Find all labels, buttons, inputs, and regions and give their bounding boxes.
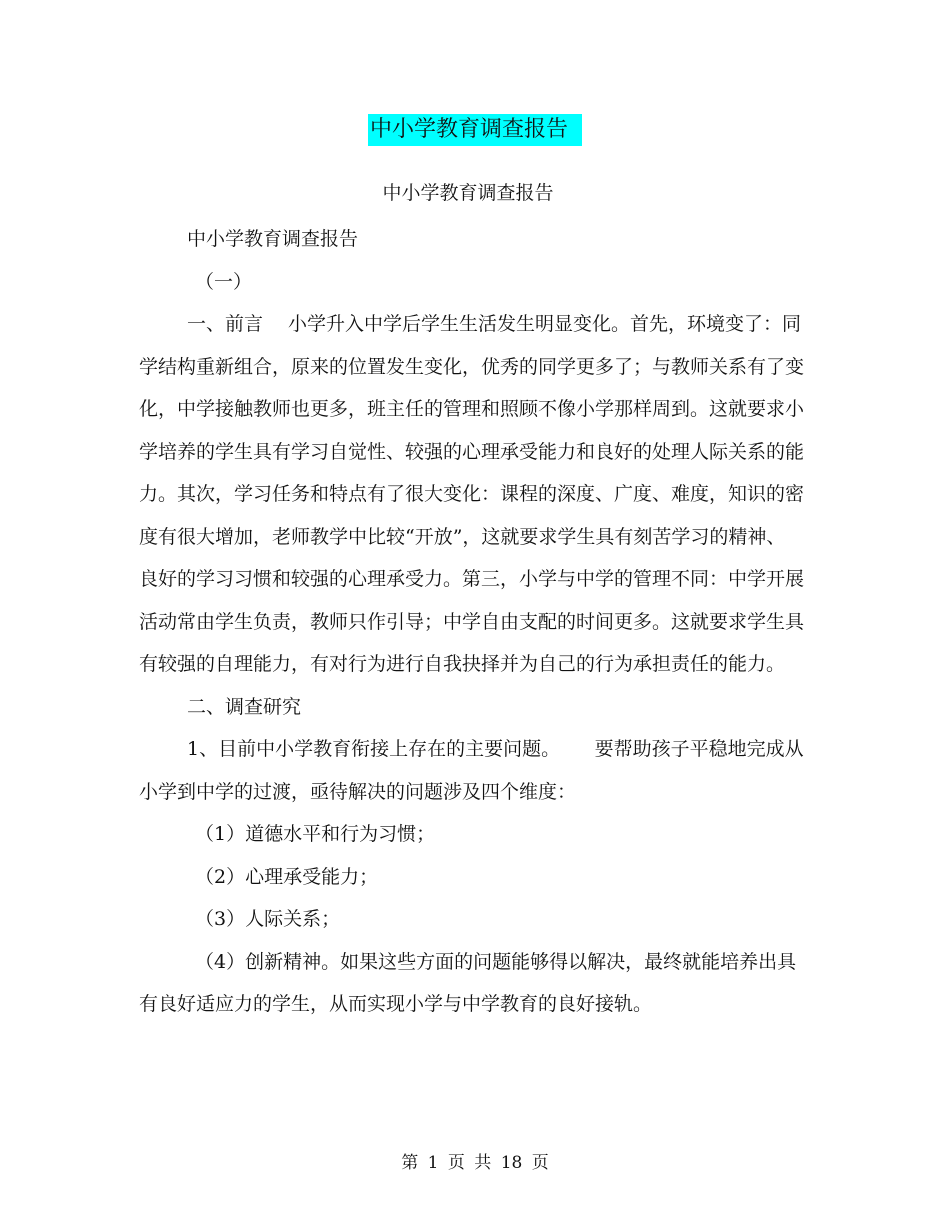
body-heading: 中小学教育调查报告: [187, 228, 359, 250]
paragraph-preface: 一、前言 小学升入中学后学生生活发生明显变化。首先，环境变了：同学结构重新组合，原来的位置发生变化，优秀的同学更多了；与教师关系有了变化，中学接触教师也更多，班主任的管理和照顾不像小学那样周到。这就要求小学培养的学生具有学习自觉性、较强的心理承受能力和良好的处理人际关系的能力。其次，学习任务和特点有了很大变化：课程的深度、广度、难度，知识的密度有很大增加，老师教学中比较“开放”，这就要求学生具有刻苦学习的精神、良好的学习习惯和较强的心理承受力。第三，小学与中学的管理不同：中学开展活动常由学生负责，教师只作引导；中学自由支配的时间更多。这就要求学生具有较强的自理能力，有对行为进行自我抉择并为自己的行为承担责任的能力。: [139, 313, 805, 675]
document-title: [0, 114, 950, 146]
highlighted-title-text: 中小学教育调查报告: [368, 114, 582, 146]
list-item-1: （1）道德水平和行为习惯；: [195, 823, 436, 845]
list-item-3: （3）人际关系；: [195, 908, 341, 930]
list-item-4: （4）创新精神。如果这些方面的问题能够得以解决，最终就能培养出具有良好适应力的学生，从而实现小学与中学教育的良好接轨。: [139, 950, 797, 1015]
document-subtitle: 中小学教育调查报告: [382, 182, 554, 204]
list-item-2: （2）心理承受能力；: [195, 865, 379, 888]
section-heading-research: 二、调查研究: [187, 695, 302, 718]
page-footer: 第 1 页 共 18 页: [401, 1153, 549, 1173]
paragraph-main-problems: 1、目前中小学教育衔接上存在的主要问题。 要帮助孩子平稳地完成从小学到中学的过渡，亟待解决的问题涉及四个维度：: [139, 738, 804, 803]
document-body: [139, 218, 804, 1026]
section-marker: （一）: [195, 270, 253, 293]
